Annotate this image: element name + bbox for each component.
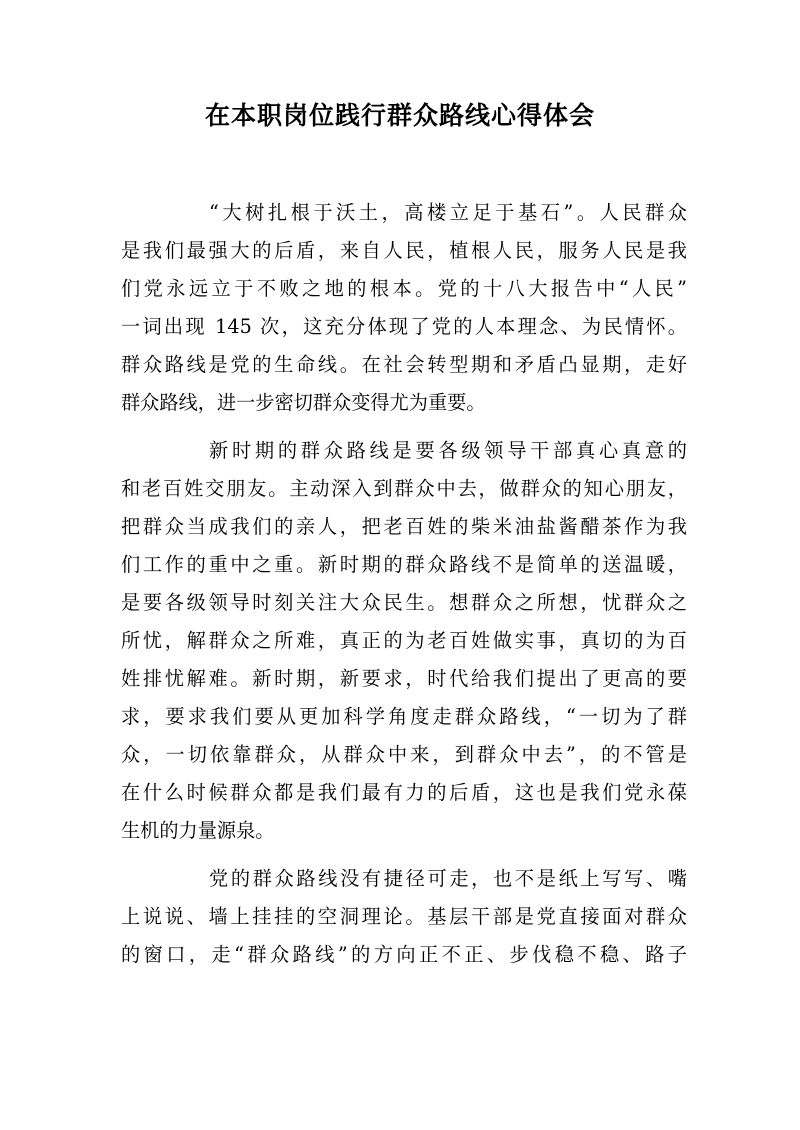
- paragraph-gap: [121, 422, 687, 432]
- paragraph-1: [121, 194, 687, 422]
- paragraph-line: 是要各级领导时刻关注大众民生。想群众之所想，忧群众之: [121, 591, 687, 614]
- paragraph-line: 上说说、墙上挂挂的空洞理论。基层干部是党直接面对群众: [121, 905, 687, 928]
- paragraph-line: 生机的力量源泉。: [121, 819, 275, 842]
- document-title: 在本职岗位践行群众路线心得体会: [204, 101, 595, 130]
- paragraph-line: 众，一切依靠群众，从群众中来，到群众中去”，的不管是: [121, 743, 687, 766]
- document-body: [121, 194, 687, 974]
- paragraph-line: 所忧，解群众之所难，真正的为老百姓做实事，真切的为百: [121, 629, 687, 652]
- paragraph-line: 群众路线，进一步密切群众变得尤为重要。: [121, 391, 486, 414]
- paragraph-line: “大树扎根于沃土，高楼立足于基石”。人民群众: [209, 201, 687, 224]
- paragraph-2: [121, 432, 687, 850]
- paragraph-line: 群众路线是党的生命线。在社会转型期和矛盾凸显期，走好: [121, 353, 687, 376]
- paragraph-line: 在什么时候群众都是我们最有力的后盾，这也是我们党永葆: [121, 781, 687, 804]
- paragraph-line: 是我们最强大的后盾，来自人民，植根人民，服务人民是我: [121, 239, 687, 262]
- paragraph-line: 新时期的群众路线是要各级领导干部真心真意的: [209, 439, 687, 462]
- paragraph-line: 把群众当成我们的亲人，把老百姓的柴米油盐酱醋茶作为我: [121, 515, 687, 538]
- paragraph-line: 们工作的重中之重。新时期的群众路线不是简单的送温暖，: [121, 553, 687, 576]
- paragraph-line: 和老百姓交朋友。主动深入到群众中去，做群众的知心朋友，: [121, 477, 687, 500]
- paragraph-gap: [121, 850, 687, 860]
- paragraph-line: 们党永远立于不败之地的根本。党的十八大报告中“人民”: [121, 277, 687, 300]
- paragraph-3: [121, 860, 687, 974]
- paragraph-line: 党的群众路线没有捷径可走，也不是纸上写写、嘴: [209, 867, 687, 890]
- paragraph-line: 一词出现 145 次，这充分体现了党的人本理念、为民情怀。: [121, 315, 687, 338]
- paragraph-line: 的窗口，走“群众路线”的方向正不正、步伐稳不稳、路子: [121, 943, 687, 966]
- paragraph-line: 求，要求我们要从更加科学角度走群众路线，“一切为了群: [121, 705, 687, 728]
- paragraph-line: 姓排忧解难。新时期，新要求，时代给我们提出了更高的要: [121, 667, 687, 690]
